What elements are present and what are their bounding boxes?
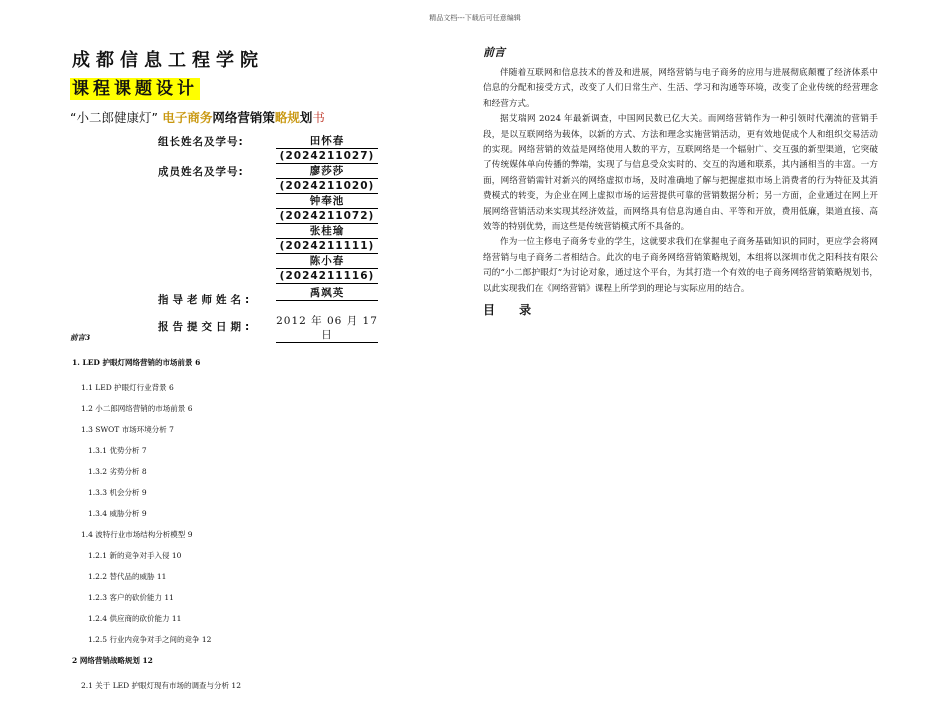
member-id: (2024211072) bbox=[276, 209, 378, 224]
member-id: (2024211111) bbox=[276, 239, 378, 254]
project-part-plan: 略规 bbox=[274, 110, 300, 125]
project-part-ecommerce: 电子商务 bbox=[162, 110, 213, 125]
project-part-hua: 划 bbox=[299, 110, 313, 125]
toc-entry[interactable]: 1.2.4 供应商的砍价能力 11 bbox=[88, 614, 182, 623]
contents-heading: 目 录 bbox=[483, 303, 542, 318]
preface-panel bbox=[483, 44, 878, 318]
project-title bbox=[70, 108, 430, 126]
project-quote: “小二郎健康灯” bbox=[70, 110, 158, 125]
leader-id: (2024211027) bbox=[276, 149, 378, 164]
advisor-name: 禹飒英 bbox=[276, 286, 378, 301]
member-name: 廖莎莎 bbox=[276, 164, 378, 179]
preface-heading: 前言 bbox=[483, 46, 505, 59]
toc-entry[interactable]: 1.3.3 机会分析 9 bbox=[88, 488, 147, 497]
date-label: 报告提交日期: bbox=[158, 321, 254, 333]
table-of-contents bbox=[70, 332, 430, 701]
leader-name: 田怀春 bbox=[276, 134, 378, 149]
toc-entry[interactable]: 1.3.2 劣势分析 8 bbox=[88, 467, 147, 476]
member-id: (2024211116) bbox=[276, 269, 378, 284]
member-name: 陈小春 bbox=[276, 254, 378, 269]
project-part-book: 书 bbox=[312, 110, 325, 125]
course-title: 课程课题设计 bbox=[72, 79, 198, 99]
leader-label: 组长姓名及学号: bbox=[158, 136, 244, 148]
toc-entry[interactable]: 1.3 SWOT 市场环境分析 7 bbox=[81, 425, 174, 434]
preface-paragraph: 伴随着互联网和信息技术的普及和进展，网络营销与电子商务的应用与进展彻底颠覆了经济体系中信息的分配和接受方式，改变了人们日常生产、生活、学习和沟通等环境，改变了企业传统的经营理念和经营方式。 bbox=[483, 68, 878, 109]
school-name: 成都信息工程学院 bbox=[72, 50, 264, 71]
toc-entry[interactable]: 1.3.4 威胁分析 9 bbox=[88, 509, 147, 518]
member-name: 钟奉池 bbox=[276, 194, 378, 209]
project-part-marketing: 网络营销策 bbox=[212, 110, 275, 125]
toc-entry[interactable]: 1. LED 护眼灯网络营销的市场前景 6 bbox=[72, 358, 201, 367]
header-watermark: 精品文档---下载后可任意编辑 bbox=[429, 14, 521, 22]
toc-entry[interactable]: 1.2.5 行业内竞争对手之间的竞争 12 bbox=[88, 635, 212, 644]
date-value: 2012 年 06 月 17 日 bbox=[276, 315, 378, 341]
toc-entry[interactable]: 1.3.1 优势分析 7 bbox=[88, 446, 147, 455]
member-name: 张桂瑜 bbox=[276, 224, 378, 239]
preface-paragraph: 据艾瑞网 2024 年最新调查，中国网民数已亿大关。而网络营销作为一种引领时代潮流的营销手段，是以互联网络为载体，以新的方式、方法和理念实施营销活动，更有效地促成个人和组织交易活动的实现。网络营销的效益是网络使用人数的平方，互联网络是一个辐射广、交互强的新型渠道，它突破了传统媒体单向传播的弊端，实现了与信息受众实时的、交互的沟通和联系，其内涵相当的丰富。一方面，网络营销需针对新兴的网络虚拟市场，及时准确地了解与把握虚拟市场上消费者的行为特征及其消费模式的转变，为企业在网上虚拟市场的运营提供可靠的营销数据分析；另一方面，企业通过在网上开展网络营销活动来实现其经济效益，而网络具有信息沟通自由、平等和开放，费用低廉，渠道直接、高效等的特别优势，而这些是传统营销模式所不具备的。 bbox=[483, 114, 878, 233]
advisor-label: 指导老师姓名: bbox=[158, 294, 254, 306]
toc-entry[interactable]: 1.2.3 客户的砍价能力 11 bbox=[88, 593, 174, 602]
toc-entry[interactable]: 2.1 关于 LED 护眼灯现有市场的调查与分析 12 bbox=[81, 681, 241, 690]
toc-entry[interactable]: 1.2.2 替代品的威胁 11 bbox=[88, 572, 167, 581]
toc-list bbox=[70, 357, 430, 691]
toc-entry[interactable]: 1.2 小二郎网络营销的市场前景 6 bbox=[81, 404, 193, 413]
members-label: 成员姓名及学号: bbox=[158, 166, 244, 178]
toc-entry[interactable]: 1.2.1 新的竞争对手入侵 10 bbox=[88, 551, 182, 560]
member-id: (2024211020) bbox=[276, 179, 378, 194]
preface-paragraph: 作为一位主修电子商务专业的学生，这就要求我们在掌握电子商务基础知识的同时，更应学会将网络营销与电子商务二者相结合。此次的电子商务网络营销策略规划，本组将以深圳市优之阳科技有限公司的“小二郎护眼灯”为讨论对象，通过这个平台，为其打造一个有效的电子商务网络营销策略规划书，以此实现我们在《网络营销》课程上所学到的理论与实际应用的结合。 bbox=[483, 237, 878, 294]
toc-entry[interactable]: 1.1 LED 护眼灯行业背景 6 bbox=[81, 383, 174, 392]
toc-entry[interactable]: 2 网络营销战略规划 12 bbox=[72, 656, 153, 665]
toc-heading[interactable]: 前言3 bbox=[70, 333, 91, 342]
toc-entry[interactable]: 1.4 波特行业市场结构分析模型 9 bbox=[81, 530, 193, 539]
